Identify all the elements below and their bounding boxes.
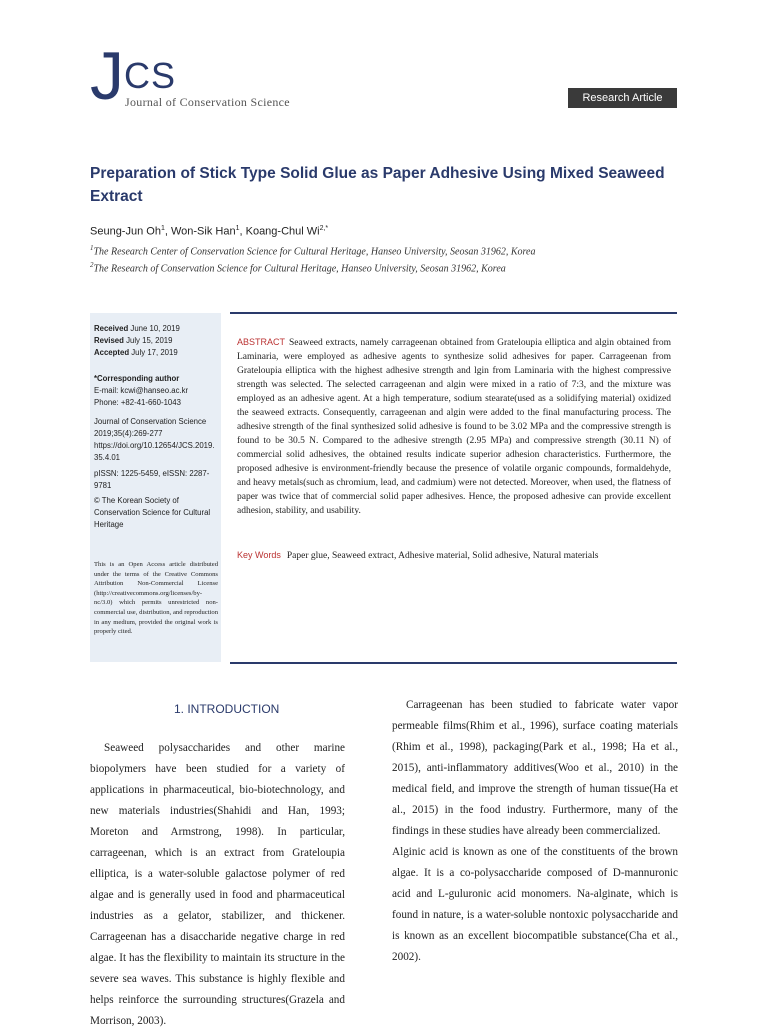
body-right-column (392, 695, 678, 968)
abstract-label: ABSTRACT (237, 337, 286, 347)
citation-text: Journal of Conservation Science 2019;35(4):269-277 (94, 417, 207, 438)
accepted-label: Accepted (94, 348, 130, 357)
paper-title: Preparation of Stick Type Solid Glue as Paper Adhesive Using Mixed Seaweed Extract (90, 165, 665, 205)
affiliation-text: The Research of Conservation Science for Cultural Heritage, Hanseo University, Seosan 31962, Korea (93, 263, 506, 275)
corresponding-block (94, 373, 218, 409)
author-sup: 2,* (319, 225, 329, 232)
keywords-label: Key Words (237, 550, 281, 560)
author-name: Won-Sik Han (170, 225, 236, 238)
abstract-top-rule (230, 312, 677, 314)
affiliation-sup: 1 (90, 244, 94, 252)
abstract-bottom-rule (230, 662, 677, 664)
journal-name: Journal of Conservation Science (125, 95, 290, 109)
dates-block (94, 323, 218, 359)
doi-link[interactable]: https://doi.org/10.12654/JCS.2019.35.4.01 (94, 441, 215, 462)
affiliation-2 (90, 261, 690, 274)
journal-logo-j: J (90, 38, 124, 114)
author-name: Koang-Chul Wi (245, 225, 320, 238)
journal-logo-cs: CS (124, 55, 177, 96)
affiliation-sup: 2 (90, 261, 94, 269)
abstract (237, 335, 671, 518)
corresponding-email[interactable]: E-mail: kcwi@hanseo.ac.kr (94, 386, 189, 395)
received-date: June 10, 2019 (130, 324, 180, 333)
abstract-text: Seaweed extracts, namely carrageenan obtained from Grateloupia elliptica and algin obtained from Laminaria, were employed as adhesive agents to synthesize solid adhesives for paper. Carrageenan from Grateloupia elliptica with the highest adhesive strength and lgin from Laminaria with the highest compressive strength was selected. The selected carrageenan and algin were mixed in a ratio of 7:3, and the mixture was employed as an adhesive agent. At a high temperature, sodium stearate(used as a solidifying material) oxidized the seaweed extracts. Consequently, carrageenan and algin were added to the final manufacturing process. The adhesive strength of the final synthesized solid adhesive is found to be 3.02 MPa and the compressive strength is found to be 30.5 N. Compared to the adhesive strength (2.95 MPa) and compressive strength (30.11 N) of commercial solid adhesives, the obtained results indicate superior adhesion characteristics. Furthermore, the proposed adhesive is environment-friendly because the presence of volatile organic compounds, formaldehyde, and heavy metals(such as chromium, lead, and cadmium) were not detected. Moreover, when used, the flatness of paper was twice that of commercial solid paper adhesives. Hence, the proposed adhesive can provide excellent adhesion, stability, and usability. (237, 338, 671, 516)
keywords-text: Paper glue, Seaweed extract, Adhesive material, Solid adhesive, Natural materials (286, 551, 599, 561)
received-label: Received (94, 324, 129, 333)
revised-date: July 15, 2019 (126, 336, 173, 345)
accepted-date: July 17, 2019 (131, 348, 178, 357)
corresponding-label: *Corresponding author (94, 374, 180, 383)
article-type-badge: Research Article (568, 88, 677, 108)
affiliation-1 (90, 244, 690, 257)
issn-text: pISSN: 1225-5459, eISSN: 2287-9781 (94, 469, 210, 490)
body-paragraph: Alginic acid is known as one of the constituents of the brown algae. It is a co-polysaccharide composed of D-mannuronic acid and L-guluronic acid monomers. Na-alginate, which is found in nature, is a water-soluble nontoxic polysaccharide and is known as an excellent biocompatible substance(Cha et al., 2002). (392, 846, 678, 963)
keywords (237, 550, 598, 561)
author-sup: 1 (235, 225, 240, 232)
author-sup: 1 (160, 225, 165, 232)
body-left-column: Seaweed polysaccharides and other marine biopolymers have been studied for a variety of applications in pharmaceutical, bio-biotechnology, and new materials industries(Shahidi and Han, 1993; Moreton and Armstrong, 1998). In particular, carrageenan, which is an extract from Grateloupia elliptica, is a water-soluble galactose polymer of red algae and is generally used in food and pharmaceutical industries as a gelator, stabilizer, and thickener. Carrageenan has a disaccharide negative charge in red algae. It has the flexibility to maintain its structure in the severe sea waves. This substance is highly flexible and helps reinforce the surrounding structures(Grazela and Morrison, 2003). (90, 742, 345, 1027)
body-paragraph: Carrageenan has been studied to fabricate water vapor permeable films(Rhim et al., 1996), surface coating materials (Rhim et al., 1998), packaging(Park et al., 1998; Ha et al., 2015), anti-inflammatory additives(Woo et al., 2010) in the medical field, and improve the strength of human tissue(Ha et al., 2015) in the food industry. Furthermore, many of the findings in these studies have already been commercialized. (392, 699, 678, 837)
author-list: Seung-Jun Oh$^1$, Won-Sik Han$^1$, Koang-Chul $Wi^{2,*}$ (90, 225, 329, 238)
affiliation-text: The Research Center of Conservation Science for Cultural Heritage, Hanseo University, Seosan 31962, Korea (93, 246, 536, 258)
author-name: Seung-Jun Oh (90, 225, 161, 238)
revised-label: Revised (94, 336, 124, 345)
corresponding-phone: Phone: +82-41-660-1043 (94, 398, 181, 407)
section-heading: 1. INTRODUCTION (174, 702, 280, 716)
citation-block (94, 416, 218, 531)
license-text: This is an Open Access article distributed under the terms of the Creative Commons Attribution Non-Commercial License (http://creativecommons.org/licenses/by-nc/3.0) which permits unrestricted non-commercial use, distribution, and reproduction in any medium, provided the original work is properly cited. (94, 561, 218, 636)
copyright-text: © The Korean Society of Conservation Science for Cultural Heritage (94, 496, 211, 529)
